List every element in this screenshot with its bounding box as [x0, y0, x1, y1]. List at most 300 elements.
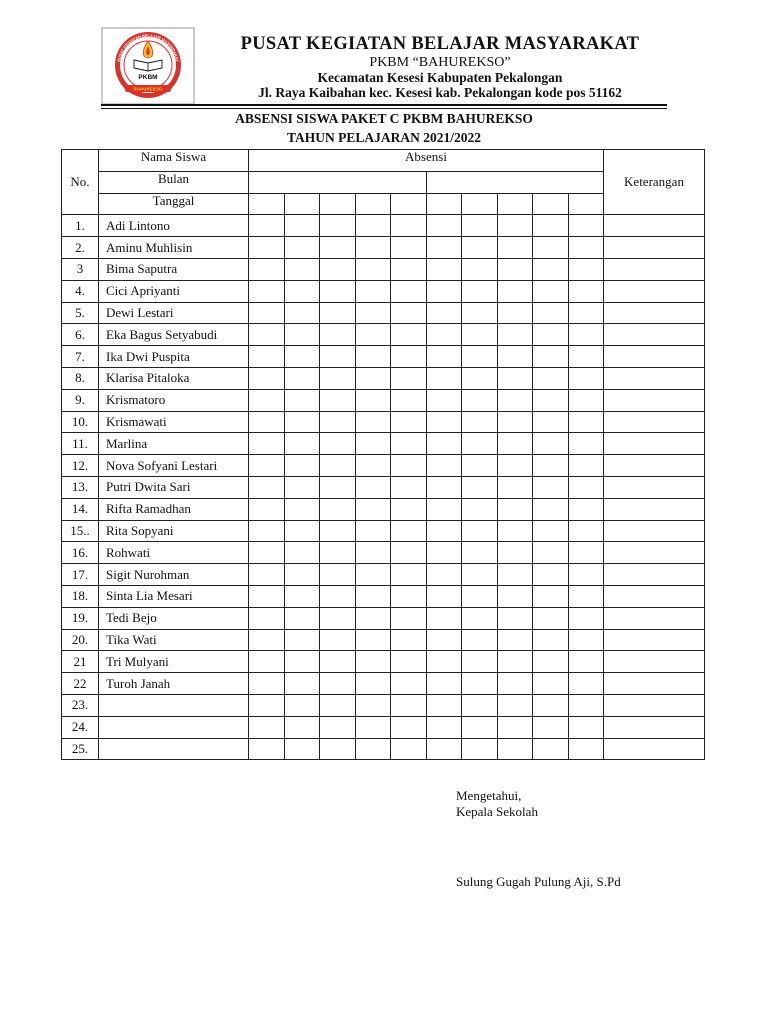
attendance-cell[interactable]	[355, 629, 391, 651]
attendance-cell[interactable]	[426, 585, 462, 607]
attendance-cell[interactable]	[426, 651, 462, 673]
attendance-cell[interactable]	[426, 215, 462, 237]
attendance-cell[interactable]	[533, 694, 569, 716]
attendance-cell[interactable]	[533, 302, 569, 324]
attendance-cell[interactable]	[249, 651, 285, 673]
attendance-cell[interactable]	[497, 280, 533, 302]
attendance-cell[interactable]	[284, 738, 320, 760]
attendance-cell[interactable]	[249, 542, 285, 564]
attendance-cell[interactable]	[462, 651, 498, 673]
attendance-cell[interactable]	[462, 476, 498, 498]
attendance-cell[interactable]	[497, 411, 533, 433]
keterangan-cell[interactable]	[604, 651, 705, 673]
keterangan-cell[interactable]	[604, 455, 705, 477]
attendance-cell[interactable]	[568, 324, 604, 346]
attendance-cell[interactable]	[568, 498, 604, 520]
attendance-cell[interactable]	[462, 215, 498, 237]
keterangan-cell[interactable]	[604, 302, 705, 324]
keterangan-cell[interactable]	[604, 476, 705, 498]
attendance-cell[interactable]	[355, 433, 391, 455]
attendance-cell[interactable]	[462, 302, 498, 324]
attendance-cell[interactable]	[462, 433, 498, 455]
attendance-cell[interactable]	[426, 258, 462, 280]
row-number: 1.	[62, 215, 99, 237]
attendance-cell[interactable]	[249, 433, 285, 455]
attendance-cell[interactable]	[462, 346, 498, 368]
attendance-cell[interactable]	[568, 476, 604, 498]
keterangan-cell[interactable]	[604, 215, 705, 237]
attendance-cell[interactable]	[320, 716, 356, 738]
attendance-cell[interactable]	[320, 607, 356, 629]
attendance-cell[interactable]	[320, 389, 356, 411]
attendance-cell[interactable]	[426, 673, 462, 695]
attendance-cell[interactable]	[284, 564, 320, 586]
attendance-cell[interactable]	[391, 694, 427, 716]
tanggal-cell[interactable]	[533, 193, 569, 215]
attendance-cell[interactable]	[320, 564, 356, 586]
attendance-cell[interactable]	[568, 694, 604, 716]
attendance-cell[interactable]	[284, 476, 320, 498]
attendance-cell[interactable]	[533, 455, 569, 477]
attendance-cell[interactable]	[533, 324, 569, 346]
attendance-cell[interactable]	[462, 389, 498, 411]
attendance-cell[interactable]	[462, 542, 498, 564]
keterangan-cell[interactable]	[604, 629, 705, 651]
attendance-cell[interactable]	[355, 346, 391, 368]
attendance-cell[interactable]	[284, 629, 320, 651]
attendance-cell[interactable]	[355, 389, 391, 411]
attendance-cell[interactable]	[426, 280, 462, 302]
attendance-cell[interactable]	[462, 258, 498, 280]
attendance-cell[interactable]	[497, 302, 533, 324]
attendance-cell[interactable]	[533, 673, 569, 695]
row-number: 24.	[62, 716, 99, 738]
attendance-cell[interactable]	[391, 455, 427, 477]
attendance-cell[interactable]	[497, 738, 533, 760]
attendance-cell[interactable]	[426, 455, 462, 477]
attendance-cell[interactable]	[426, 324, 462, 346]
attendance-cell[interactable]	[355, 585, 391, 607]
attendance-cell[interactable]	[391, 520, 427, 542]
attendance-cell[interactable]	[533, 215, 569, 237]
attendance-cell[interactable]	[320, 324, 356, 346]
attendance-cell[interactable]	[426, 694, 462, 716]
attendance-cell[interactable]	[462, 280, 498, 302]
attendance-cell[interactable]	[355, 716, 391, 738]
attendance-cell[interactable]	[568, 258, 604, 280]
keterangan-cell[interactable]	[604, 258, 705, 280]
attendance-cell[interactable]	[249, 280, 285, 302]
keterangan-cell[interactable]	[604, 520, 705, 542]
attendance-cell[interactable]	[320, 433, 356, 455]
attendance-cell[interactable]	[391, 346, 427, 368]
attendance-cell[interactable]	[320, 258, 356, 280]
attendance-cell[interactable]	[355, 738, 391, 760]
attendance-cell[interactable]	[391, 411, 427, 433]
attendance-cell[interactable]	[355, 455, 391, 477]
keterangan-cell[interactable]	[604, 411, 705, 433]
keterangan-cell[interactable]	[604, 716, 705, 738]
attendance-cell[interactable]	[284, 542, 320, 564]
attendance-cell[interactable]	[391, 651, 427, 673]
attendance-cell[interactable]	[355, 237, 391, 259]
attendance-cell[interactable]	[284, 651, 320, 673]
attendance-cell[interactable]	[533, 367, 569, 389]
attendance-cell[interactable]	[249, 455, 285, 477]
attendance-cell[interactable]	[568, 585, 604, 607]
attendance-cell[interactable]	[426, 716, 462, 738]
attendance-cell[interactable]	[568, 520, 604, 542]
attendance-cell[interactable]	[497, 542, 533, 564]
attendance-cell[interactable]	[426, 346, 462, 368]
attendance-cell[interactable]	[568, 280, 604, 302]
attendance-cell[interactable]	[355, 498, 391, 520]
attendance-cell[interactable]	[497, 346, 533, 368]
attendance-cell[interactable]	[284, 411, 320, 433]
attendance-cell[interactable]	[391, 433, 427, 455]
attendance-cell[interactable]	[284, 455, 320, 477]
attendance-cell[interactable]	[320, 367, 356, 389]
attendance-cell[interactable]	[568, 607, 604, 629]
keterangan-cell[interactable]	[604, 564, 705, 586]
attendance-cell[interactable]	[249, 258, 285, 280]
attendance-cell[interactable]	[249, 564, 285, 586]
attendance-cell[interactable]	[284, 367, 320, 389]
attendance-cell[interactable]	[568, 433, 604, 455]
student-name: Tri Mulyani	[99, 651, 249, 673]
keterangan-cell[interactable]	[604, 542, 705, 564]
tanggal-cell[interactable]	[320, 193, 356, 215]
attendance-cell[interactable]	[249, 520, 285, 542]
tanggal-cell[interactable]	[426, 193, 462, 215]
attendance-cell[interactable]	[355, 215, 391, 237]
keterangan-cell[interactable]	[604, 324, 705, 346]
keterangan-cell[interactable]	[604, 673, 705, 695]
attendance-cell[interactable]	[320, 476, 356, 498]
attendance-cell[interactable]	[426, 564, 462, 586]
attendance-cell[interactable]	[497, 237, 533, 259]
attendance-cell[interactable]	[355, 564, 391, 586]
attendance-cell[interactable]	[391, 302, 427, 324]
attendance-cell[interactable]	[426, 367, 462, 389]
attendance-cell[interactable]	[497, 258, 533, 280]
attendance-cell[interactable]	[497, 498, 533, 520]
attendance-cell[interactable]	[533, 476, 569, 498]
tanggal-cell[interactable]	[568, 193, 604, 215]
keterangan-cell[interactable]	[604, 694, 705, 716]
attendance-cell[interactable]	[391, 498, 427, 520]
attendance-cell[interactable]	[355, 651, 391, 673]
bulan-cell-2[interactable]	[426, 171, 604, 193]
attendance-cell[interactable]	[320, 280, 356, 302]
attendance-cell[interactable]	[284, 324, 320, 346]
keterangan-cell[interactable]	[604, 280, 705, 302]
attendance-cell[interactable]	[391, 564, 427, 586]
attendance-cell[interactable]	[497, 324, 533, 346]
tanggal-cell[interactable]	[462, 193, 498, 215]
attendance-cell[interactable]	[497, 651, 533, 673]
row-number: 22	[62, 673, 99, 695]
attendance-cell[interactable]	[391, 738, 427, 760]
bulan-cell-1[interactable]	[249, 171, 427, 193]
attendance-cell[interactable]	[249, 673, 285, 695]
attendance-cell[interactable]	[533, 237, 569, 259]
attendance-cell[interactable]	[533, 542, 569, 564]
attendance-cell[interactable]	[284, 585, 320, 607]
attendance-cell[interactable]	[284, 302, 320, 324]
keterangan-cell[interactable]	[604, 607, 705, 629]
attendance-cell[interactable]	[391, 389, 427, 411]
attendance-cell[interactable]	[426, 411, 462, 433]
attendance-cell[interactable]	[320, 346, 356, 368]
attendance-cell[interactable]	[355, 302, 391, 324]
attendance-cell[interactable]	[533, 716, 569, 738]
row-number: 11.	[62, 433, 99, 455]
attendance-cell[interactable]	[568, 564, 604, 586]
attendance-cell[interactable]	[497, 520, 533, 542]
attendance-cell[interactable]	[426, 498, 462, 520]
attendance-cell[interactable]	[249, 237, 285, 259]
attendance-cell[interactable]	[462, 411, 498, 433]
attendance-cell[interactable]	[568, 673, 604, 695]
attendance-cell[interactable]	[391, 716, 427, 738]
attendance-cell[interactable]	[533, 498, 569, 520]
attendance-cell[interactable]	[497, 607, 533, 629]
attendance-cell[interactable]	[497, 433, 533, 455]
attendance-cell[interactable]	[320, 520, 356, 542]
attendance-cell[interactable]	[320, 215, 356, 237]
attendance-cell[interactable]	[462, 455, 498, 477]
row-number: 19.	[62, 607, 99, 629]
keterangan-cell[interactable]	[604, 738, 705, 760]
attendance-cell[interactable]	[462, 367, 498, 389]
attendance-cell[interactable]	[249, 629, 285, 651]
attendance-cell[interactable]	[568, 237, 604, 259]
attendance-cell[interactable]	[462, 237, 498, 259]
attendance-cell[interactable]	[533, 258, 569, 280]
keterangan-cell[interactable]	[604, 346, 705, 368]
attendance-cell[interactable]	[320, 629, 356, 651]
attendance-cell[interactable]	[568, 629, 604, 651]
attendance-cell[interactable]	[284, 607, 320, 629]
attendance-cell[interactable]	[284, 346, 320, 368]
attendance-cell[interactable]	[462, 607, 498, 629]
attendance-cell[interactable]	[249, 607, 285, 629]
attendance-cell[interactable]	[568, 542, 604, 564]
attendance-cell[interactable]	[284, 498, 320, 520]
attendance-cell[interactable]	[355, 258, 391, 280]
attendance-cell[interactable]	[568, 389, 604, 411]
attendance-cell[interactable]	[355, 411, 391, 433]
keterangan-cell[interactable]	[604, 237, 705, 259]
attendance-cell[interactable]	[462, 498, 498, 520]
table-row	[62, 520, 705, 542]
attendance-cell[interactable]	[426, 520, 462, 542]
keterangan-cell[interactable]	[604, 389, 705, 411]
attendance-cell[interactable]	[533, 280, 569, 302]
attendance-cell[interactable]	[355, 280, 391, 302]
attendance-cell[interactable]	[497, 564, 533, 586]
keterangan-cell[interactable]	[604, 585, 705, 607]
attendance-cell[interactable]	[533, 629, 569, 651]
attendance-cell[interactable]	[462, 564, 498, 586]
attendance-cell[interactable]	[462, 585, 498, 607]
attendance-cell[interactable]	[568, 215, 604, 237]
keterangan-cell[interactable]	[604, 498, 705, 520]
attendance-cell[interactable]	[249, 476, 285, 498]
attendance-cell[interactable]	[355, 694, 391, 716]
attendance-cell[interactable]	[391, 367, 427, 389]
tanggal-cell[interactable]	[497, 193, 533, 215]
attendance-cell[interactable]	[568, 738, 604, 760]
attendance-cell[interactable]	[533, 389, 569, 411]
attendance-cell[interactable]	[284, 694, 320, 716]
attendance-cell[interactable]	[533, 520, 569, 542]
attendance-cell[interactable]	[391, 324, 427, 346]
attendance-cell[interactable]	[497, 673, 533, 695]
attendance-cell[interactable]	[249, 498, 285, 520]
attendance-cell[interactable]	[320, 455, 356, 477]
attendance-cell[interactable]	[391, 607, 427, 629]
student-name: Krismawati	[99, 411, 249, 433]
attendance-cell[interactable]	[462, 520, 498, 542]
tanggal-cell[interactable]	[284, 193, 320, 215]
attendance-cell[interactable]	[462, 694, 498, 716]
attendance-cell[interactable]	[497, 367, 533, 389]
attendance-cell[interactable]	[426, 389, 462, 411]
attendance-cell[interactable]	[249, 694, 285, 716]
attendance-cell[interactable]	[320, 411, 356, 433]
attendance-cell[interactable]	[391, 215, 427, 237]
attendance-cell[interactable]	[462, 324, 498, 346]
attendance-cell[interactable]	[320, 585, 356, 607]
attendance-cell[interactable]	[249, 716, 285, 738]
attendance-cell[interactable]	[497, 455, 533, 477]
attendance-cell[interactable]	[284, 520, 320, 542]
attendance-cell[interactable]	[497, 694, 533, 716]
attendance-cell[interactable]	[426, 629, 462, 651]
attendance-cell[interactable]	[533, 607, 569, 629]
attendance-cell[interactable]	[320, 302, 356, 324]
attendance-cell[interactable]	[426, 433, 462, 455]
attendance-cell[interactable]	[284, 280, 320, 302]
attendance-cell[interactable]	[320, 694, 356, 716]
attendance-cell[interactable]	[355, 367, 391, 389]
attendance-cell[interactable]	[391, 237, 427, 259]
attendance-cell[interactable]	[320, 651, 356, 673]
attendance-cell[interactable]	[249, 738, 285, 760]
table-row	[62, 694, 705, 716]
attendance-cell[interactable]	[320, 738, 356, 760]
tanggal-cell[interactable]	[249, 193, 285, 215]
attendance-cell[interactable]	[249, 585, 285, 607]
attendance-cell[interactable]	[355, 607, 391, 629]
attendance-cell[interactable]	[533, 585, 569, 607]
attendance-cell[interactable]	[355, 542, 391, 564]
attendance-cell[interactable]	[355, 476, 391, 498]
attendance-cell[interactable]	[497, 215, 533, 237]
attendance-cell[interactable]	[284, 716, 320, 738]
attendance-cell[interactable]	[462, 738, 498, 760]
attendance-cell[interactable]	[533, 651, 569, 673]
attendance-cell[interactable]	[391, 542, 427, 564]
attendance-cell[interactable]	[391, 476, 427, 498]
attendance-cell[interactable]	[497, 716, 533, 738]
attendance-cell[interactable]	[249, 346, 285, 368]
attendance-cell[interactable]	[320, 542, 356, 564]
tanggal-cell[interactable]	[355, 193, 391, 215]
attendance-cell[interactable]	[355, 324, 391, 346]
attendance-cell[interactable]	[426, 542, 462, 564]
attendance-cell[interactable]	[568, 302, 604, 324]
attendance-cell[interactable]	[284, 237, 320, 259]
attendance-cell[interactable]	[462, 716, 498, 738]
attendance-cell[interactable]	[391, 585, 427, 607]
attendance-cell[interactable]	[355, 673, 391, 695]
attendance-cell[interactable]	[533, 411, 569, 433]
attendance-cell[interactable]	[568, 455, 604, 477]
principal-name: Sulung Gugah Pulung Aji, S.Pd	[456, 874, 621, 889]
attendance-cell[interactable]	[320, 237, 356, 259]
attendance-cell[interactable]	[462, 673, 498, 695]
attendance-cell[interactable]	[249, 389, 285, 411]
attendance-cell[interactable]	[497, 476, 533, 498]
attendance-cell[interactable]	[355, 520, 391, 542]
attendance-cell[interactable]	[426, 738, 462, 760]
attendance-cell[interactable]	[391, 673, 427, 695]
attendance-cell[interactable]	[284, 389, 320, 411]
attendance-cell[interactable]	[391, 280, 427, 302]
student-name: Putri Dwita Sari	[99, 476, 249, 498]
attendance-cell[interactable]	[284, 215, 320, 237]
attendance-cell[interactable]	[426, 607, 462, 629]
attendance-cell[interactable]	[533, 738, 569, 760]
attendance-cell[interactable]	[568, 716, 604, 738]
attendance-cell[interactable]	[462, 629, 498, 651]
attendance-cell[interactable]	[533, 433, 569, 455]
attendance-cell[interactable]	[249, 367, 285, 389]
attendance-cell[interactable]	[568, 651, 604, 673]
attendance-cell[interactable]	[284, 258, 320, 280]
keterangan-cell[interactable]	[604, 367, 705, 389]
attendance-cell[interactable]	[497, 585, 533, 607]
attendance-cell[interactable]	[533, 346, 569, 368]
attendance-cell[interactable]	[497, 629, 533, 651]
keterangan-cell[interactable]	[604, 433, 705, 455]
attendance-cell[interactable]	[249, 302, 285, 324]
attendance-cell[interactable]	[426, 476, 462, 498]
attendance-cell[interactable]	[426, 302, 462, 324]
attendance-cell[interactable]	[284, 673, 320, 695]
attendance-cell[interactable]	[568, 411, 604, 433]
attendance-cell[interactable]	[284, 433, 320, 455]
row-number: 3	[62, 258, 99, 280]
tanggal-cell[interactable]	[391, 193, 427, 215]
row-number: 2.	[62, 237, 99, 259]
attendance-cell[interactable]	[249, 324, 285, 346]
attendance-cell[interactable]	[249, 411, 285, 433]
attendance-cell[interactable]	[497, 389, 533, 411]
attendance-cell[interactable]	[391, 629, 427, 651]
attendance-cell[interactable]	[391, 258, 427, 280]
attendance-cell[interactable]	[426, 237, 462, 259]
attendance-cell[interactable]	[568, 346, 604, 368]
attendance-cell[interactable]	[320, 673, 356, 695]
attendance-cell[interactable]	[533, 564, 569, 586]
attendance-cell[interactable]	[249, 215, 285, 237]
attendance-cell[interactable]	[568, 367, 604, 389]
attendance-cell[interactable]	[320, 498, 356, 520]
